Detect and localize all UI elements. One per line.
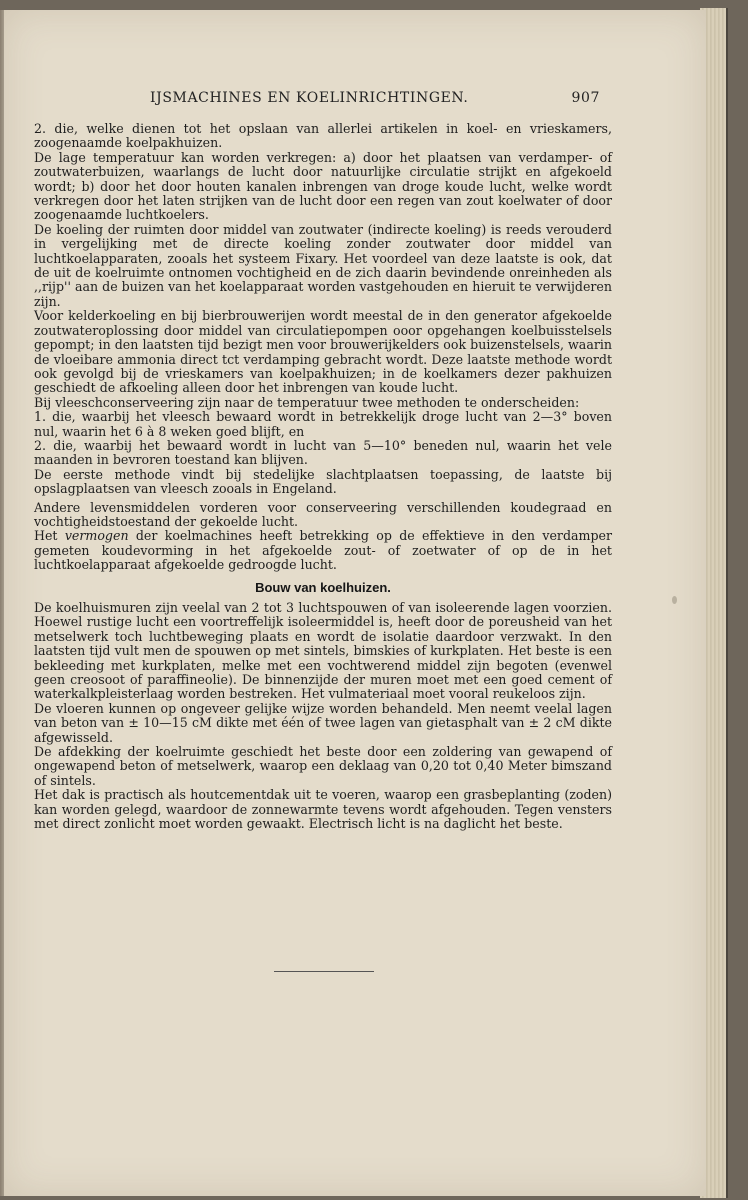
paragraph: De lage temperatuur kan worden verkregen: a) door het plaatsen van verdamper- of zoutwaterbuizen, waarlangs de lucht door natuurlijke circulatie strijkt en afgekoeld wordt; b) door het door houten kanalen inbrengen van droge koude lucht, welke wordt verkregen door het laten strijken van de lucht door een regen van zout koelwater of door zoogenaamde luchtkoelers. [34, 149, 612, 223]
end-rule [274, 971, 374, 972]
paragraph: Voor kelderkoeling en bij bierbrouwerijen wordt meestal de in den generator afgekoelde zoutwateroplossing door middel van circulatiepompen ooor opgehangen koelbuisstelsels gepompt; in den laatsten tijd bezigt men voor brouwerijkelders ook buizenstelsels, waarin de vloeibare ammonia direct tct verdamping gebracht wordt. Deze laatste methode wordt ook gevolgd bij de vrieskamers van koelpakhuizen; in de koelkamers dezer pakhuizen geschiedt de afkoeling alleen door het inbrengen van koude lucht. [34, 308, 612, 396]
paragraph: Bij vleeschconserveering zijn naar de temperatuur twee methoden te onderscheiden: [34, 394, 580, 410]
paragraph: 2. die, welke dienen tot het opslaan van allerlei artikelen in koel- en vrieskamers, zoogenaamde koelpakhuizen. [34, 121, 612, 151]
paragraph: De vloeren kunnen op ongeveer gelijke wijze worden behandeld. Men neemt veelal lagen van beton van ± 10—15 cM dikte met één of twee lagen van gietasphalt van ± 2 cM dikte afgewisseld. [34, 700, 612, 745]
vermogen-paragraph [34, 529, 612, 572]
body-text [34, 122, 612, 832]
running-title: IJSMACHINES EN KOELINRICHTINGEN. [150, 90, 469, 106]
vermogen-italic: vermogen [64, 528, 129, 544]
paragraph: Andere levensmiddelen vorderen voor conserveering verschillenden koudegraad en vochtigheidstoestand der gekoelde lucht. [34, 499, 612, 529]
paper-smudge [672, 596, 677, 604]
section-heading: Bouw van koelhuizen. [255, 579, 391, 595]
vermogen-before: Het [34, 528, 65, 544]
running-header [150, 90, 600, 112]
paragraph: De koeling der ruimten door middel van zoutwater (indirecte koeling) is reeds verouderd in vergelijking met de directe koeling zonder zoutwater door middel van luchtkoelapparaten, zooals het systeem Fixary. Het voordeel van deze laatste is ook, dat de uit de koelruimte ontnomen vochtigheid en de zich daarin bevindende onreinheden als ,,rijp'' aan de buizen van het koelapparaat worden vastgehouden en hieruit te verwijderen zijn. [34, 221, 612, 309]
paragraph: De koelhuismuren zijn veelal van 2 tot 3 luchtspouwen of van isoleerende lagen voorzien. Hoewel rustige lucht een voortreffelijk isoleermiddel is, heeft door de poreusheid van het metselwerk toch luchtbeweging plaats en wordt de isolatie daardoor verzwakt. In den laatsten tijd vult men de spouwen op met sintels, bimskies of kurkplaten. Het beste is een bekleeding met kurkplaten, melke met een vochtwerend middel zijn begoten (evenwel geen creosoot of paraffineolie). De binnenzijde der muren moet met een goed cement of waterkalkpleisterlaag worden bestreken. Het vulmateriaal moet vooral reukeloos zijn. [34, 600, 612, 702]
paragraph: Het dak is practisch als houtcementdak uit te voeren, waarop een grasbeplanting (zoden) kan worden gelegd, waardoor de zonnewarmte tevens wordt afgehouden. Tegen vensters met direct zonlicht moet worden gewaakt. Electrisch licht is na daglicht het beste. [34, 787, 612, 832]
vermogen-after: der koelmachines heeft betrekking op de effektieve in den verdamper gemeten koudevorming in het afgekoelde zout- of zoetwater of op de in het luchtkoelapparaat afgekoelde gedroogde lucht. [34, 528, 612, 573]
page-number: 907 [571, 90, 600, 106]
paragraph: De eerste methode vindt bij stedelijke slachtplaatsen toepassing, de laatste bij opslagplaatsen van vleesch zooals in Engeland. [34, 466, 612, 497]
list-item-paragraph: 1. die, waarbij het vleesch bewaard wordt in betrekkelijk droge lucht van 2—3° boven nul, waarin het 6 à 8 weken goed blijft, en [34, 409, 612, 439]
paragraph: De afdekking der koelruimte geschiedt het beste door een zoldering van gewapend of ongewapend beton of metselwerk, waarop een deklaag van 0,20 tot 0,40 Meter bimszand of sintels. [34, 744, 612, 788]
list-item-paragraph: 2. die, waarbij het bewaard wordt in lucht van 5—10° beneden nul, waarin het vele maanden in bevroren toestand kan blijven. [34, 437, 612, 468]
